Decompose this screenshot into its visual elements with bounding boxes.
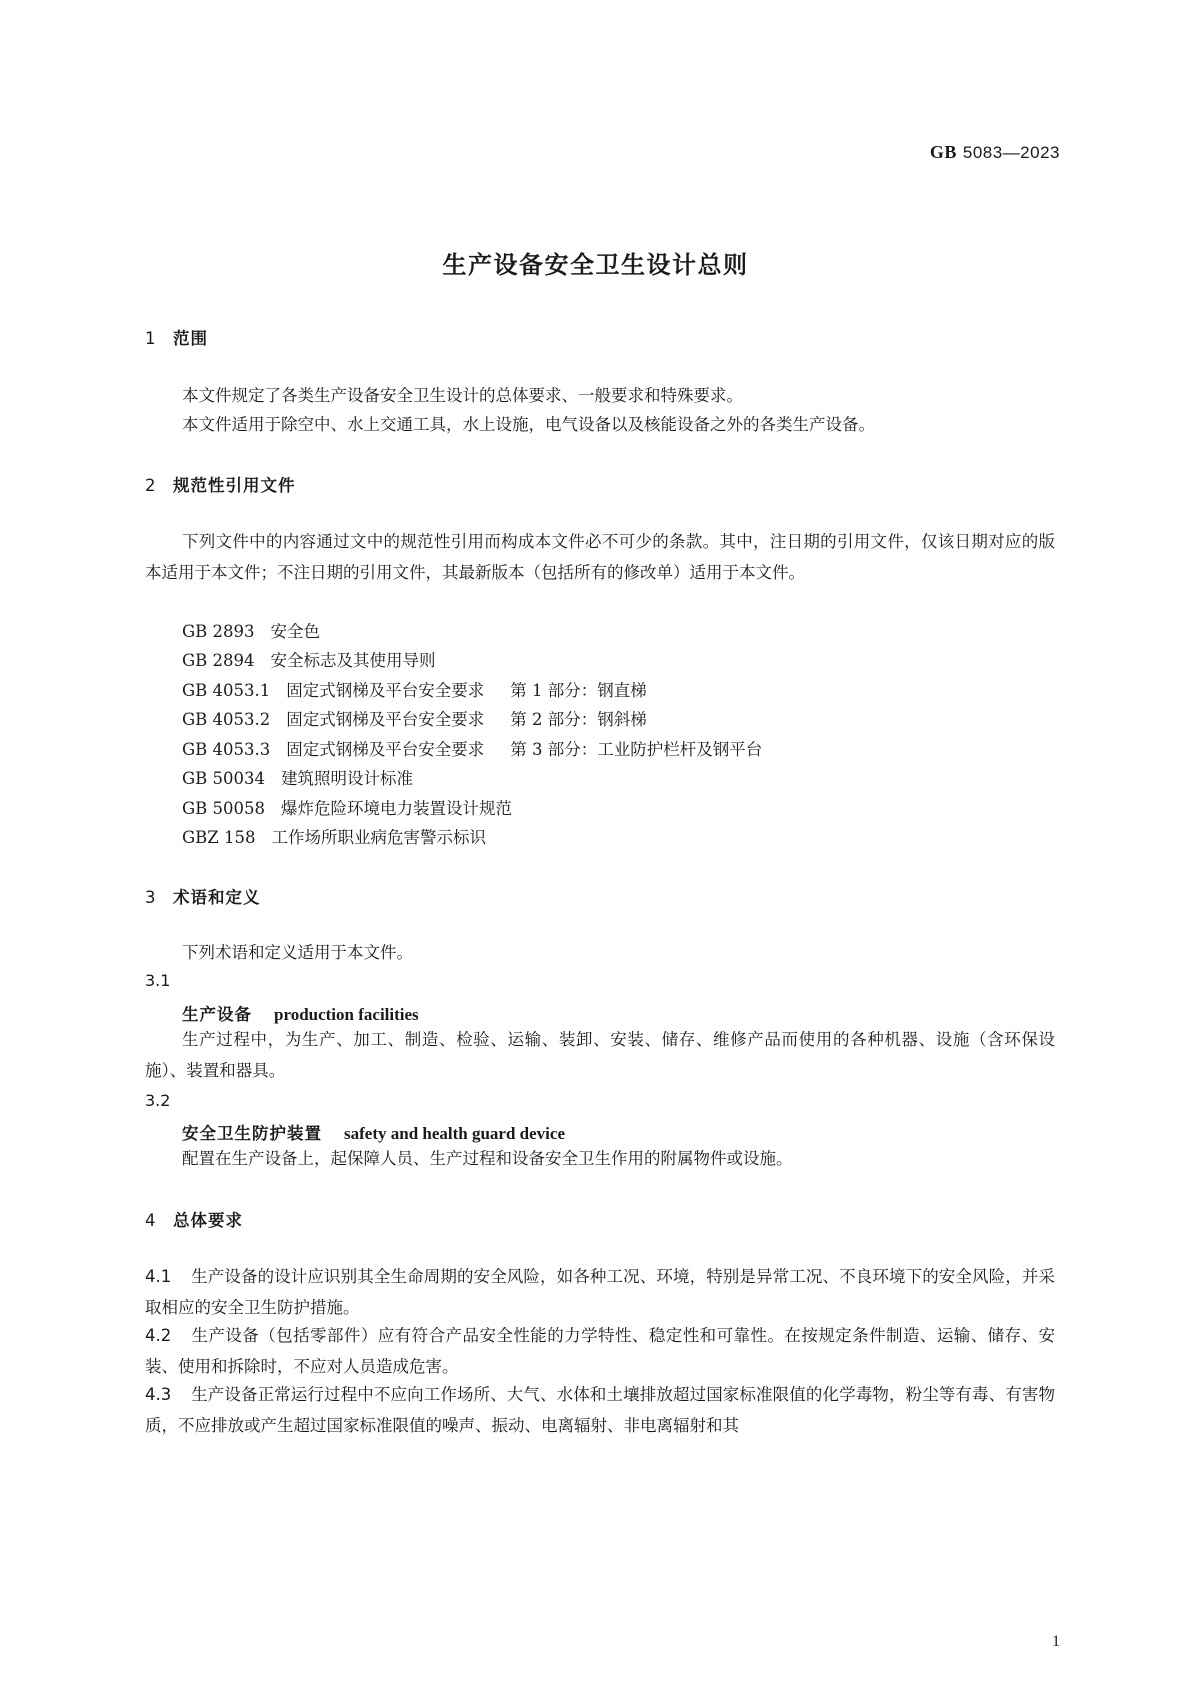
references-intro: 下列文件中的内容通过文中的规范性引用而构成本文件必不可少的条款。其中，注日期的引用文件，仅该日期对应的版本适用于本文件；不注日期的引用文件，其最新版本（包括所有的修改单）适用于本文件。 — [145, 532, 1055, 582]
reference-code: GB 4053.1 — [182, 681, 271, 700]
section-title: 范围 — [173, 329, 208, 348]
reference-title: 工作场所职业病危害警示标识 — [271, 828, 487, 847]
reference-title: 建筑照明设计标准 — [281, 769, 414, 788]
reference-item — [182, 618, 320, 642]
reference-title: 爆炸危险环境电力装置设计规范 — [281, 799, 513, 818]
reference-code: GB 2894 — [182, 651, 255, 670]
scope-paragraph-2: 本文件适用于除空中、水上交通工具，水上设施，电气设备以及核能设备之外的各类生产设备。 — [182, 415, 875, 434]
clause-number: 4.1 — [145, 1267, 172, 1286]
clause-number: 4.3 — [145, 1385, 172, 1404]
reference-item — [182, 677, 647, 701]
section-1-heading — [145, 325, 208, 349]
section-title: 总体要求 — [173, 1211, 243, 1230]
term-heading — [182, 1001, 419, 1025]
reference-title: 安全标志及其使用导则 — [270, 651, 436, 670]
section-number: 1 — [145, 329, 157, 348]
term-definition: 生产过程中，为生产、加工、制造、检验、运输、装卸、安装、储存、维修产品而使用的各种机器、设施（含环保设施）、装置和器具。 — [145, 1030, 1055, 1080]
reference-item — [182, 706, 647, 730]
reference-item — [182, 765, 413, 789]
reference-code: GB 4053.3 — [182, 740, 271, 759]
clause-4-3 — [145, 1379, 1055, 1441]
section-number: 3 — [145, 888, 157, 907]
section-title: 术语和定义 — [173, 888, 261, 907]
term-chinese: 生产设备 — [182, 1005, 252, 1024]
reference-title: 安全色 — [270, 622, 321, 641]
reference-item — [182, 736, 762, 760]
reference-item — [182, 795, 512, 819]
section-number: 2 — [145, 476, 157, 495]
clause-text: 生产设备的设计应识别其全生命周期的安全风险，如各种工况、环境，特别是异常工况、不良环境下的安全风险，并采取相应的安全卫生防护措施。 — [145, 1267, 1055, 1317]
clause-4-1 — [145, 1261, 1055, 1323]
clause-number: 4.2 — [145, 1326, 172, 1345]
term-english: production facilities — [274, 1005, 419, 1024]
reference-part: 第 2 部分：钢斜梯 — [510, 710, 647, 729]
section-4-heading — [145, 1207, 243, 1231]
reference-part: 第 3 部分：工业防护栏杆及钢平台 — [510, 740, 763, 759]
term-heading — [182, 1120, 565, 1144]
term-chinese: 安全卫生防护装置 — [182, 1124, 322, 1143]
term-english: safety and health guard device — [344, 1124, 565, 1143]
reference-code: GBZ 158 — [182, 828, 256, 847]
clause-4-2 — [145, 1320, 1055, 1382]
term-number: 3.2 — [145, 1091, 171, 1110]
scope-paragraph-1: 本文件规定了各类生产设备安全卫生设计的总体要求、一般要求和特殊要求。 — [182, 386, 743, 405]
clause-text: 生产设备（包括零部件）应有符合产品安全性能的力学特性、稳定性和可靠性。在按规定条件制造、运输、储存、安装、使用和拆除时，不应对人员造成危害。 — [145, 1326, 1055, 1376]
reference-item — [182, 647, 436, 671]
reference-item — [182, 824, 486, 848]
reference-title: 固定式钢梯及平台安全要求 — [286, 681, 485, 700]
reference-title: 固定式钢梯及平台安全要求 — [286, 740, 485, 759]
reference-code: GB 2893 — [182, 622, 255, 641]
standard-prefix: GB — [929, 142, 957, 162]
document-title: 生产设备安全卫生设计总则 — [442, 251, 749, 279]
reference-code: GB 4053.2 — [182, 710, 271, 729]
reference-code: GB 50034 — [182, 769, 266, 788]
section-title: 规范性引用文件 — [173, 476, 296, 495]
reference-part: 第 1 部分：钢直梯 — [510, 681, 647, 700]
page-number: 1 — [1052, 1633, 1060, 1650]
term-definition: 配置在生产设备上，起保障人员、生产过程和设备安全卫生作用的附属物件或设施。 — [182, 1149, 793, 1168]
standard-code — [930, 142, 1060, 163]
terms-intro: 下列术语和定义适用于本文件。 — [182, 943, 413, 962]
standard-number: 5083—2023 — [962, 143, 1060, 162]
reference-code: GB 50058 — [182, 799, 266, 818]
term-number: 3.1 — [145, 971, 171, 990]
reference-title: 固定式钢梯及平台安全要求 — [286, 710, 485, 729]
section-number: 4 — [145, 1211, 157, 1230]
clause-text: 生产设备正常运行过程中不应向工作场所、大气、水体和土壤排放超过国家标准限值的化学毒物，粉尘等有毒、有害物质，不应排放或产生超过国家标准限值的噪声、振动、电离辐射、非电离辐射和其 — [145, 1385, 1055, 1435]
section-2-heading — [145, 472, 296, 496]
section-3-heading — [145, 884, 261, 908]
